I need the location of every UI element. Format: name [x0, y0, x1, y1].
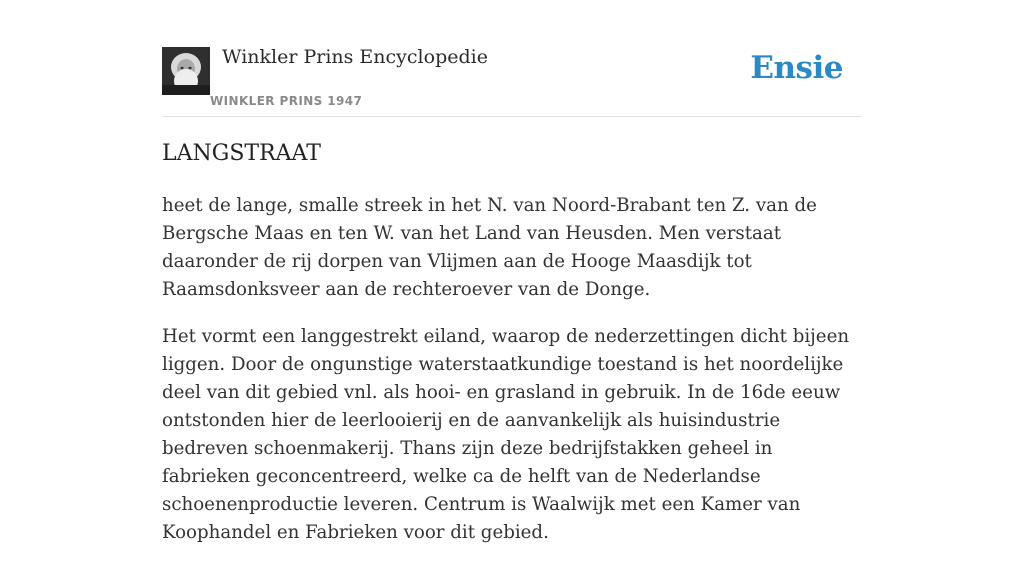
ensie-logo[interactable]: Ensie [750, 50, 843, 86]
article-body [162, 192, 862, 566]
encyclopedia-link[interactable]: Winkler Prins Encyclopedie [222, 46, 488, 68]
article-title: LANGSTRAAT [162, 141, 321, 166]
paragraph: heet de lange, smalle streek in het N. van Noord-Brabant ten Z. van de Bergsche Maas en ten W. van het Land van Heusden. Men verstaat daaronder de rij dorpen van Vlijmen aan de Hooge Maasdijk tot Raamsdonksveer aan de rechteroever van de Donge. [162, 195, 817, 300]
source-edition-label: WINKLER PRINS 1947 [210, 94, 363, 108]
article-header [162, 40, 862, 117]
paragraph: Het vormt een langgestrekt eiland, waarop de nederzettingen dicht bijeen liggen. Door de ongunstige waterstaatkundige toestand is het noordelijke deel van dit gebied vnl. als hooi- en grasland in gebruik. In de 16de eeuw ontstonden hier de leerlooierij en de aanvankelijk als huisindustrie bedreven schoenmakerij. Thans zijn deze bedrijfstakken geheel in fabrieken geconcentreerd, welke ca de helft van de Nederlandse schoenenproductie leveren. Centrum is Waalwijk met een Kamer van Koophandel en Fabrieken voor dit gebied. [162, 326, 850, 543]
portrait-image [162, 47, 210, 95]
avatar[interactable] [162, 47, 210, 95]
